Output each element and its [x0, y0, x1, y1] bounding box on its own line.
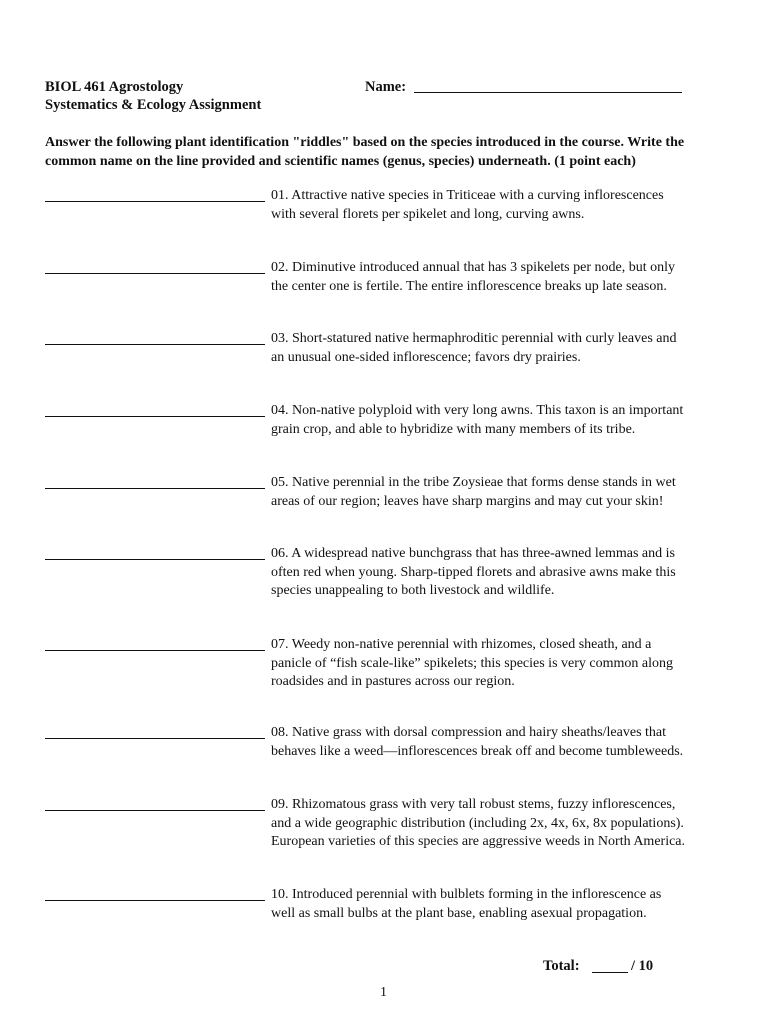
riddle-text: 09. Rhizomatous grass with very tall robust stems, fuzzy inflorescences, and a wide geographic distribution (including 2x, 4x, 6x, 8x populations). European varieties of this species are aggressive weeds in North America.: [271, 797, 686, 849]
riddle-text: 04. Non-native polyploid with very long awns. This taxon is an important grain crop, and able to hybridize with many members of its tribe.: [271, 403, 684, 437]
answer-field[interactable]: [45, 416, 265, 417]
answer-field[interactable]: [45, 738, 265, 739]
answer-field[interactable]: [45, 344, 265, 345]
total-max: / 10: [631, 958, 654, 974]
course-title: BIOL 461 Agrostology: [45, 79, 184, 95]
name-label: Name:: [365, 79, 407, 95]
answer-field[interactable]: [45, 900, 265, 901]
answer-field[interactable]: [45, 559, 265, 560]
total-label: Total:: [543, 958, 580, 974]
name-field[interactable]: [414, 92, 682, 93]
total-score-field[interactable]: [592, 972, 628, 973]
answer-field[interactable]: [45, 810, 265, 811]
riddle-text: 06. A widespread native bunchgrass that has three-awned lemmas and is often red when young. Sharp-tipped florets and abrasive awns make this species unappealing to both livestock and wildlife.: [271, 546, 676, 598]
answer-field[interactable]: [45, 650, 265, 651]
instructions: Answer the following plant identification "riddles" based on the species introduced in the course. Write the common name on the line provided and scientific names (genus, species) underneath. (1 point each): [45, 135, 685, 169]
riddle-text: 01. Attractive native species in Triticeae with a curving inflorescences with several florets per spikelet and long, curving awns.: [271, 188, 664, 222]
answer-field[interactable]: [45, 201, 265, 202]
riddle-text: 07. Weedy non-native perennial with rhizomes, closed sheath, and a panicle of “fish scale-like” spikelets; this species is very common along roadsides and in pastures across our region.: [271, 637, 673, 689]
riddle-text: 03. Short-statured native hermaphroditic perennial with curly leaves and an unusual one-sided inflorescence; favors dry prairies.: [271, 331, 677, 365]
riddle-text: 10. Introduced perennial with bulblets forming in the inflorescence as well as small bulbs at the plant base, enabling asexual propagation.: [271, 887, 662, 921]
riddle-text: 02. Diminutive introduced annual that has 3 spikelets per node, but only the center one is fertile. The entire inflorescence breaks up late season.: [271, 260, 675, 294]
answer-field[interactable]: [45, 488, 265, 489]
assignment-title: Systematics & Ecology Assignment: [45, 97, 262, 113]
riddle-text: 08. Native grass with dorsal compression and hairy sheaths/leaves that behaves like a weed—inflorescences break off and become tumbleweeds.: [271, 725, 684, 759]
page-number: 1: [380, 985, 387, 1000]
answer-field[interactable]: [45, 273, 265, 274]
riddle-text: 05. Native perennial in the tribe Zoysieae that forms dense stands in wet areas of our region; leaves have sharp margins and may cut your skin!: [271, 475, 676, 509]
